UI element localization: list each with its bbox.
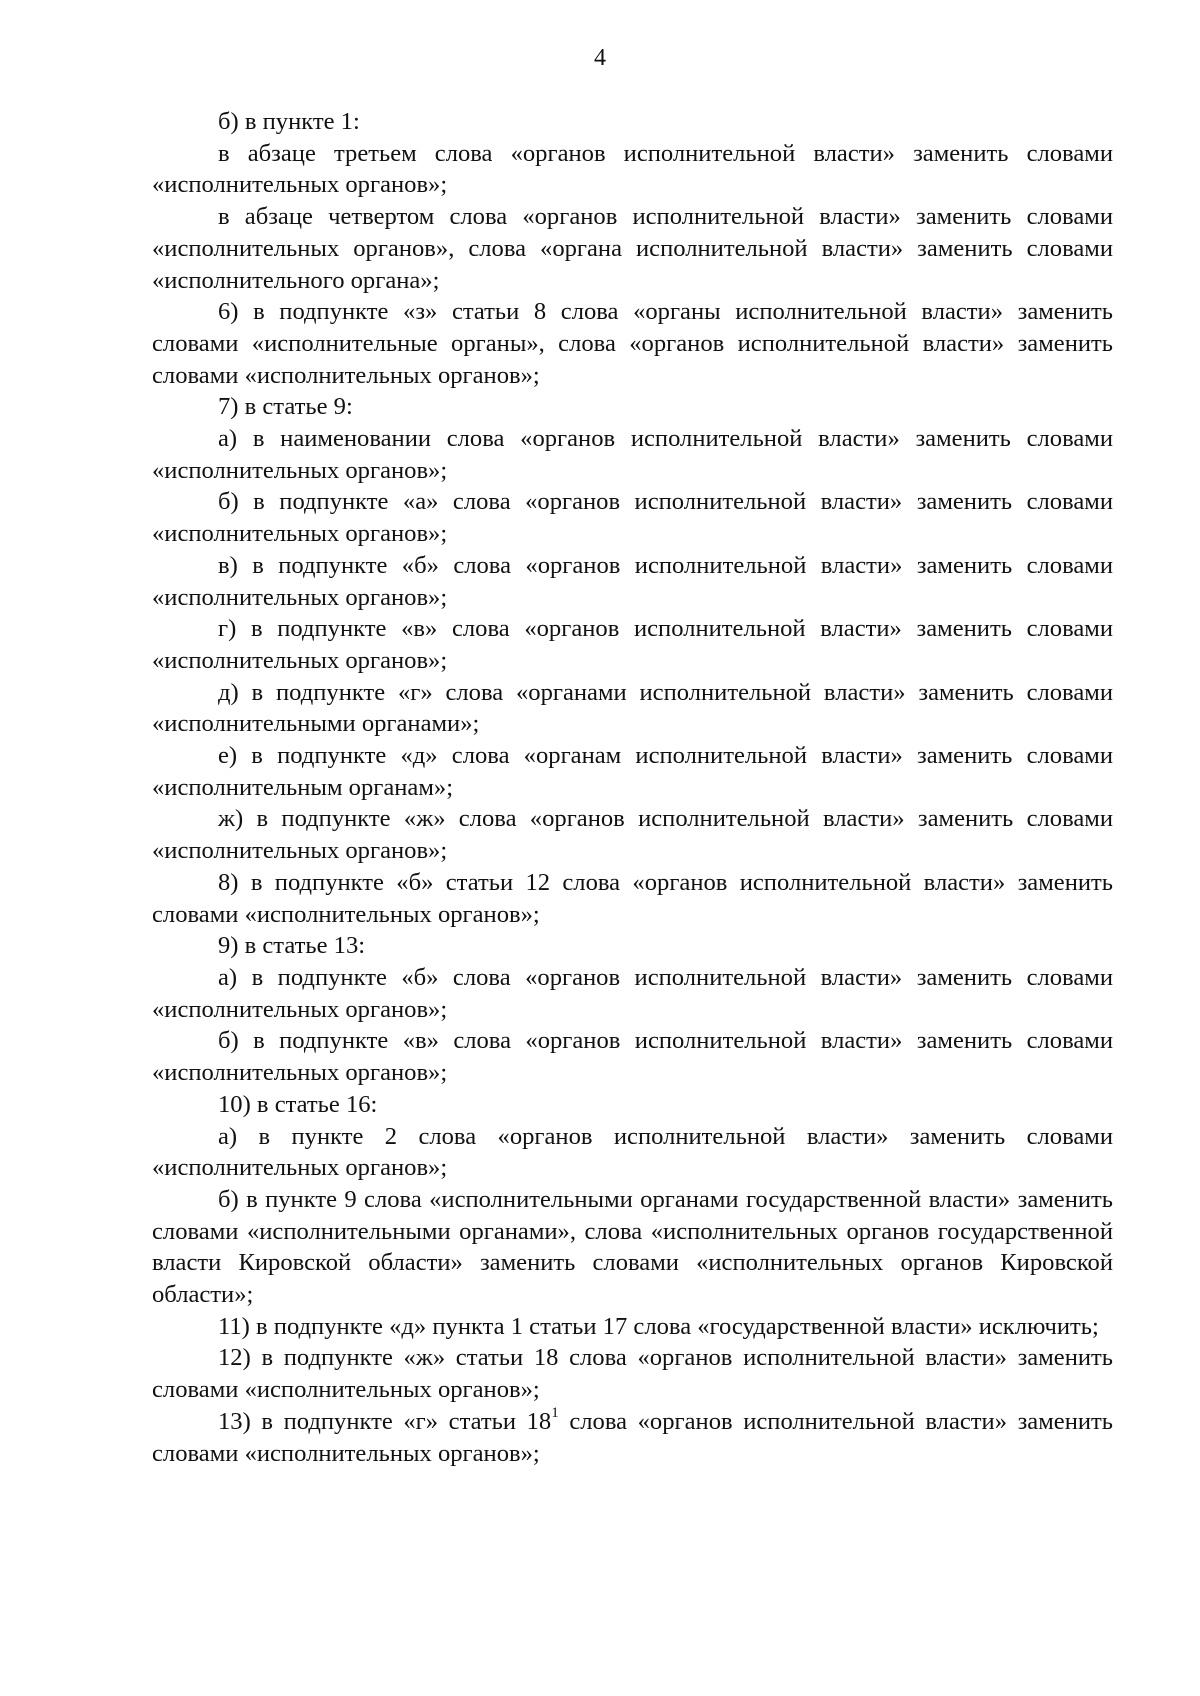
paragraph: б) в пункте 9 слова «исполнительными органами государственной власти» заменить словами «исполнительными органами», слова «исполнительных органов государственной власти Кировской области» заменить словами «исполнительных органов Кировской области»;	[152, 1185, 1113, 1309]
paragraph	[152, 1406, 1113, 1469]
paragraph-text: слова «органов исполнительной власти» заменить словами «исполнительных органов»;	[152, 1407, 1113, 1467]
paragraph: е) в подпункте «д» слова «органам исполнительной власти» заменить словами «исполнительным органам»;	[152, 742, 1113, 801]
superscript: 1	[551, 1404, 559, 1421]
page-number: 4	[594, 45, 606, 71]
paragraph: д) в подпункте «г» слова «органами исполнительной власти» заменить словами «исполнительными органами»;	[152, 678, 1113, 738]
paragraph: 9) в статье 13:	[218, 932, 366, 960]
paragraph: а) в пункте 2 слова «органов исполнительной власти» заменить словами «исполнительных органов»;	[152, 1122, 1113, 1182]
paragraph: 11) в подпункте «д» пункта 1 статьи 17 слова «государственной власти» исключить;	[218, 1312, 1099, 1340]
paragraph: 6) в подпункте «з» статьи 8 слова «органы исполнительной власти» заменить словами «исполнительные органы», слова «органов исполнительной власти» заменить словами «исполнительных органов»;	[152, 298, 1113, 389]
paragraph-text: 13) в подпункте «г» статьи 18	[218, 1407, 552, 1435]
paragraph: 8) в подпункте «б» статьи 12 слова «органов исполнительной власти» заменить словами «исполнительных органов»;	[152, 868, 1113, 928]
paragraph: а) в подпункте «б» слова «органов исполнительной власти» заменить словами «исполнительных органов»;	[152, 963, 1113, 1023]
paragraph: б) в пункте 1:	[218, 108, 360, 135]
paragraph: г) в подпункте «в» слова «органов исполнительной власти» заменить словами «исполнительных органов»;	[152, 615, 1113, 674]
paragraph: а) в наименовании слова «органов исполнительной власти» заменить словами «исполнительных органов»;	[152, 425, 1113, 484]
paragraph: б) в подпункте «а» слова «органов исполнительной власти» заменить словами «исполнительных органов»;	[152, 488, 1113, 548]
paragraph: в абзаце четвертом слова «органов исполнительной власти» заменить словами «исполнительных органов», слова «органа исполнительной власти» заменить словами «исполнительного органа»;	[152, 203, 1113, 294]
paragraph: в абзаце третьем слова «органов исполнительной власти» заменить словами «исполнительных органов»;	[152, 139, 1113, 199]
paragraph: 7) в статье 9:	[218, 393, 353, 421]
paragraph: ж) в подпункте «ж» слова «органов исполнительной власти» заменить словами «исполнительных органов»;	[152, 805, 1113, 865]
paragraph: б) в подпункте «в» слова «органов исполнительной власти» заменить словами «исполнительных органов»;	[152, 1027, 1113, 1087]
paragraph: в) в подпункте «б» слова «органов исполнительной власти» заменить словами «исполнительных органов»;	[152, 551, 1113, 611]
document-body	[152, 106, 1113, 1469]
paragraph: 12) в подпункте «ж» статьи 18 слова «органов исполнительной власти» заменить словами «исполнительных органов»;	[152, 1344, 1113, 1404]
paragraph: 10) в статье 16:	[218, 1090, 378, 1118]
